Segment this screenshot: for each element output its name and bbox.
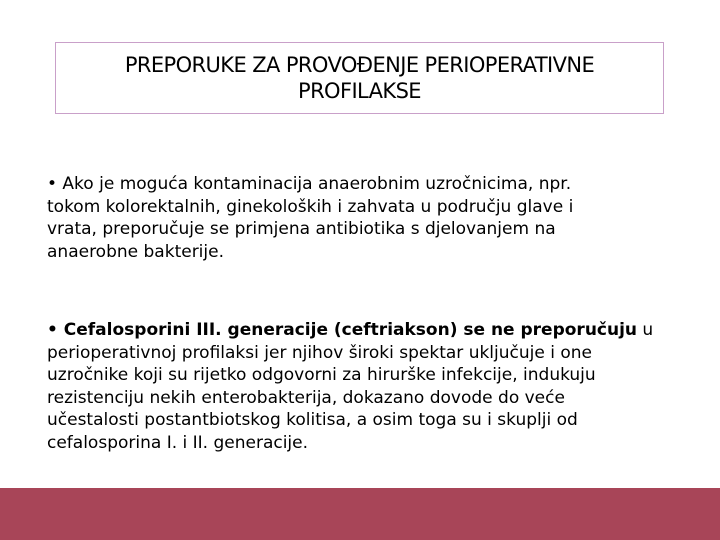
slide-title-line-1: PREPORUKE ZA PROVOĐENJE PERIOPERATIVNE [124,53,595,77]
bullet-1-line-4: anaerobne bakterije. [47,241,224,262]
bullet-1 [47,173,697,263]
bullet-2-line-4: rezistenciju nekih enterobakterija, dokazano dovode do veće [47,387,565,408]
bullet-1-line-1: • Ako je moguća kontaminacija anaerobnim uzročnicima, npr. [47,174,572,194]
bullet-2-line-2: perioperativnoj profilaksi jer njihov široki spektar uključuje i one [47,342,592,363]
title-box [55,42,664,114]
bullet-2-after-emphasis: u [637,320,654,340]
bullet-2 [47,319,707,454]
bullet-2-bold-lead: • Cefalosporini III. generacije (ceftriakson) se [47,320,491,340]
bullet-2-emphasis: ne preporučuju [490,320,638,340]
bullet-2-line-6: cefalosporina I. i II. generacije. [47,432,309,453]
bullet-2-line-5: učestalosti postantbiotskog kolitisa, a osim toga su i skuplji od [47,410,578,430]
slide-title-line-2: PROFILAKSE [298,79,421,103]
bullet-1-line-2: tokom kolorektalnih, ginekoloških i zahvata u području glave i [47,196,574,217]
bullet-1-line-3: vrata, preporučuje se primjena antibiotika s djelovanjem na [47,219,556,239]
footer-bar [0,488,720,540]
bullet-2-line-1 [47,319,707,342]
bullet-2-line-3: uzročnike koji su rijetko odgovorni za hirurške infekcije, indukuju [47,365,596,385]
